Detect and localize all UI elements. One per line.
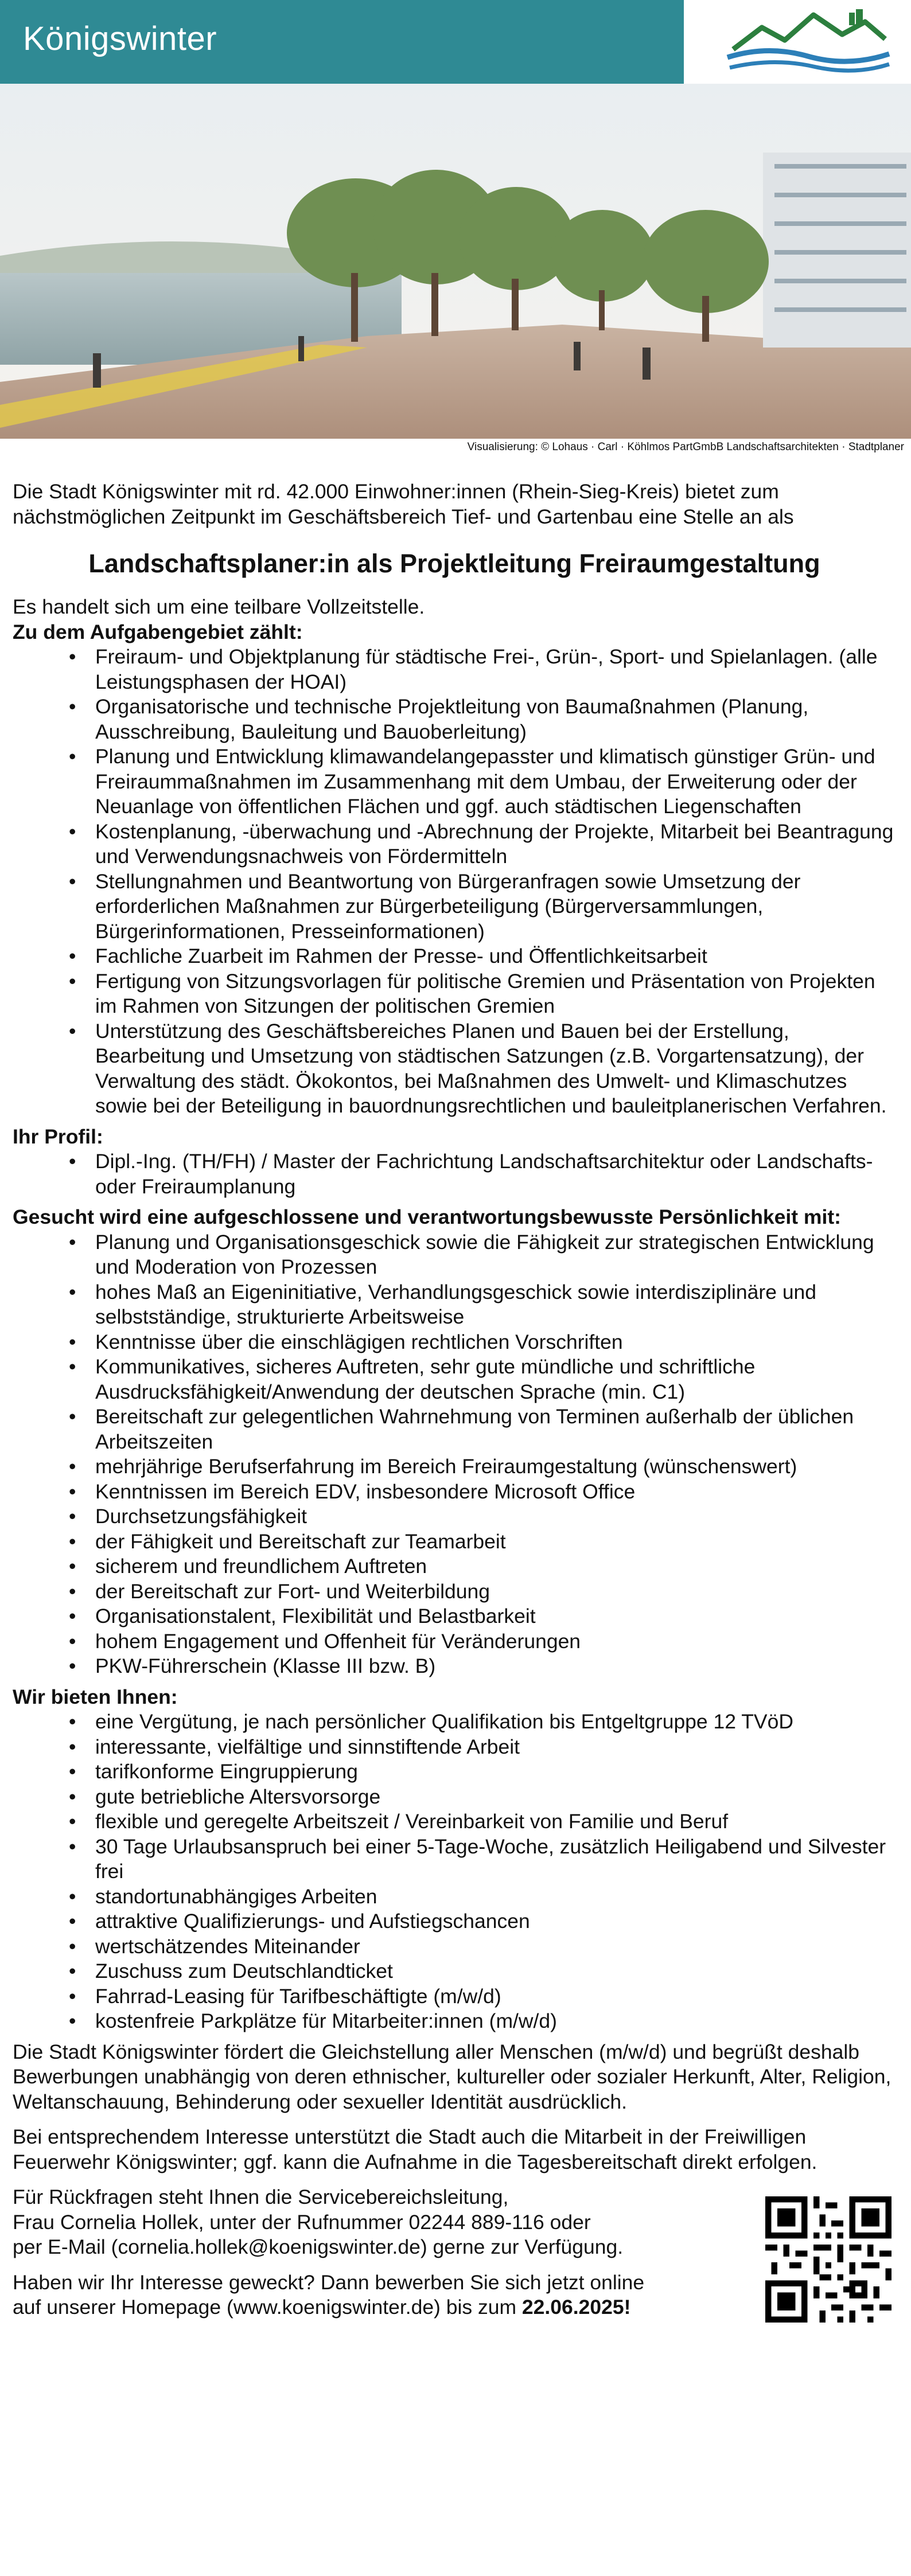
equality-statement: Die Stadt Königswinter fördert die Gleichstellung aller Menschen (m/w/d) und begrüßt deshalb Bewerbungen unabhängig von deren ethnischer, kultureller oder sozialer Herkunft, Alter, Religion, Weltanschauung, Behinderung oder sexueller Identität ausdrücklich. (13, 2040, 891, 2113)
list-item: • eine Vergütung, je nach persönlicher Qualifikation bis Entgeltgruppe 12 TVöD (13, 1709, 896, 1735)
list-item: • Zuschuss zum Deutschlandticket (13, 1959, 896, 1984)
list-item: • Kommunikatives, sicheres Auftreten, sehr gute mündliche und schriftliche Ausdrucksfähigkeit/Anwendung der deutschen Sprache (min. C1) (13, 1355, 896, 1404)
list-item: • kostenfreie Parkplätze für Mitarbeiter:innen (m/w/d) (13, 2009, 896, 2034)
offer-heading: Wir bieten Ihnen: (13, 1685, 178, 1708)
list-item: • flexible und geregelte Arbeitszeit / Vereinbarkeit von Familie und Beruf (13, 1809, 896, 1835)
list-item: • Kostenplanung, -überwachung und -Abrechnung der Projekte, Mitarbeit bei Beantragung und Verwendungsnachweis von Fördermitteln (13, 819, 896, 869)
list-item: • Unterstützung des Geschäftsbereiches Planen und Bauen bei der Erstellung, Bearbeitung und Umsetzung von städtischen Satzungen (z.B. Vorgartensatzung), der Verwaltung des städt. Ökokontos, bei Maßnahmen des Umwelt- und Klimaschutzes sowie bei der Beteiligung in bauordnungsrechtlichen und bauleitplanerischen Verfahren. (13, 1019, 896, 1119)
list-item: • mehrjährige Berufserfahrung im Bereich Freiraumgestaltung (wünschenswert) (13, 1454, 896, 1480)
header (0, 0, 911, 84)
city-logo-icon (722, 5, 894, 79)
deadline: 22.06.2025! (521, 2296, 631, 2319)
list-item: • standortunabhängiges Arbeiten (13, 1884, 896, 1910)
personality-heading: Gesucht wird eine aufgeschlossene und verantwortungsbewusste Persönlichkeit mit: (13, 1205, 842, 1228)
list-item: • Organisationstalent, Flexibilität und Belastbarkeit (13, 1604, 896, 1629)
list-item: • attraktive Qualifizierungs- und Aufstiegschancen (13, 1909, 896, 1934)
job-ad-content (13, 479, 896, 2320)
personality-list (13, 1230, 896, 1679)
contact-line: Frau Cornelia Hollek, unter der Rufnummer 02244 889-116 oder (13, 2210, 591, 2234)
list-item: • gute betriebliche Altersvorsorge (13, 1785, 896, 1810)
list-item: • Durchsetzungsfähigkeit (13, 1504, 896, 1529)
contact-line: Für Rückfragen steht Ihnen die Servicebereichsleitung, (13, 2185, 509, 2208)
list-item: • sicherem und freundlichem Auftreten (13, 1554, 896, 1579)
profile-list (13, 1149, 896, 1199)
qr-code-icon[interactable] (765, 2196, 891, 2323)
apply-line (13, 2295, 896, 2320)
apply-line: Haben wir Ihr Interesse geweckt? Dann bewerben Sie sich jetzt online (13, 2270, 645, 2294)
list-item: • Organisatorische und technische Projektleitung von Baumaßnahmen (Planung, Ausschreibung, Bauleitung und Bauoberleitung) (13, 694, 896, 744)
contact-block (13, 2185, 896, 2320)
promenade-illustration (0, 84, 911, 455)
list-item: • PKW-Führerschein (Klasse III bzw. B) (13, 1654, 896, 1679)
offer-list (13, 1709, 896, 2034)
city-title: Königswinter (23, 20, 217, 57)
list-item: • Freiraum- und Objektplanung für städtische Frei-, Grün-, Sport- und Spielanlagen. (alle Leistungsphasen der HOAI) (13, 645, 896, 694)
list-item: • Planung und Organisationsgeschick sowie die Fähigkeit zur strategischen Entwicklung und Moderation von Prozessen (13, 1230, 896, 1280)
list-item: • wertschätzendes Miteinander (13, 1934, 896, 1960)
list-item: • 30 Tage Urlaubsanspruch bei einer 5-Tage-Woche, zusätzlich Heiligabend und Silvester frei (13, 1835, 896, 1884)
list-item: • interessante, vielfältige und sinnstiftende Arbeit (13, 1735, 896, 1760)
intro-text: Die Stadt Königswinter mit rd. 42.000 Einwohner:innen (Rhein-Sieg-Kreis) bietet zum nächstmöglichen Zeitpunkt im Geschäftsbereich Tief- und Gartenbau eine Stelle an als (13, 480, 794, 528)
profile-heading: Ihr Profil: (13, 1125, 103, 1148)
list-item: • Stellungnahmen und Beantwortung von Bürgeranfragen sowie Umsetzung der erforderlichen Maßnahmen zur Bürgerbeteiligung (Bürgerversammlungen, Bürgerinformationen, Presseinformationen) (13, 869, 896, 944)
list-item: • tarifkonforme Eingruppierung (13, 1759, 896, 1785)
list-item: • Planung und Entwicklung klimawandelangepasster und klimatisch günstiger Grün- und Freiraummaßnahmen im Zusammenhang mit dem Umbau, der Erweiterung oder der Neuanlage von öffentlichen Flächen und ggf. auch städtischen Liegenschaften (13, 744, 896, 819)
list-item: • Kenntnisse über die einschlägigen rechtlichen Vorschriften (13, 1330, 896, 1355)
list-item: • der Fähigkeit und Bereitschaft zur Teamarbeit (13, 1529, 896, 1555)
list-item: • hohes Maß an Eigeninitiative, Verhandlungsgeschick sowie interdisziplinäre und selbstständige, strukturierte Arbeitsweise (13, 1280, 896, 1330)
fire-brigade-note: Bei entsprechendem Interesse unterstützt die Stadt auch die Mitarbeit in der Freiwilligen Feuerwehr Königswinter; ggf. kann die Aufnahme in die Tagesbereitschaft direkt erfolgen. (13, 2125, 817, 2173)
job-title: Landschaftsplaner:in als Projektleitung Freiraumgestaltung (88, 549, 820, 578)
part-time-note: Es handelt sich um eine teilbare Vollzeitstelle. (13, 595, 425, 618)
list-item: • hohem Engagement und Offenheit für Veränderungen (13, 1629, 896, 1654)
image-credit: Visualisierung: © Lohaus · Carl · Köhlmos PartGmbB Landschaftsarchitekten · Stadtplaner (467, 441, 904, 453)
list-item: • der Bereitschaft zur Fort- und Weiterbildung (13, 1579, 896, 1605)
list-item: • Kenntnissen im Bereich EDV, insbesondere Microsoft Office (13, 1480, 896, 1505)
list-item: • Dipl.-Ing. (TH/FH) / Master der Fachrichtung Landschaftsarchitektur oder Landschafts- oder Freiraumplanung (13, 1149, 896, 1199)
list-item: • Fachliche Zuarbeit im Rahmen der Presse- und Öffentlichkeitsarbeit (13, 944, 896, 969)
tasks-list (13, 645, 896, 1119)
tasks-heading: Zu dem Aufgabengebiet zählt: (13, 620, 303, 643)
list-item: • Fertigung von Sitzungsvorlagen für politische Gremien und Präsentation von Projekten im Rahmen von Sitzungen der politischen Gremien (13, 969, 896, 1019)
list-item: • Bereitschaft zur gelegentlichen Wahrnehmung von Terminen außerhalb der üblichen Arbeitszeiten (13, 1404, 896, 1454)
hero-visualization (0, 84, 911, 455)
apply-text: auf unserer Homepage (www.koenigswinter.de) bis zum (13, 2296, 522, 2319)
brand-bar (0, 0, 684, 84)
caption-bar (0, 439, 911, 456)
list-item: • Fahrrad-Leasing für Tarifbeschäftigte (m/w/d) (13, 1984, 896, 2009)
contact-line: per E-Mail (cornelia.hollek@koenigswinter.de) gerne zur Verfügung. (13, 2235, 624, 2258)
